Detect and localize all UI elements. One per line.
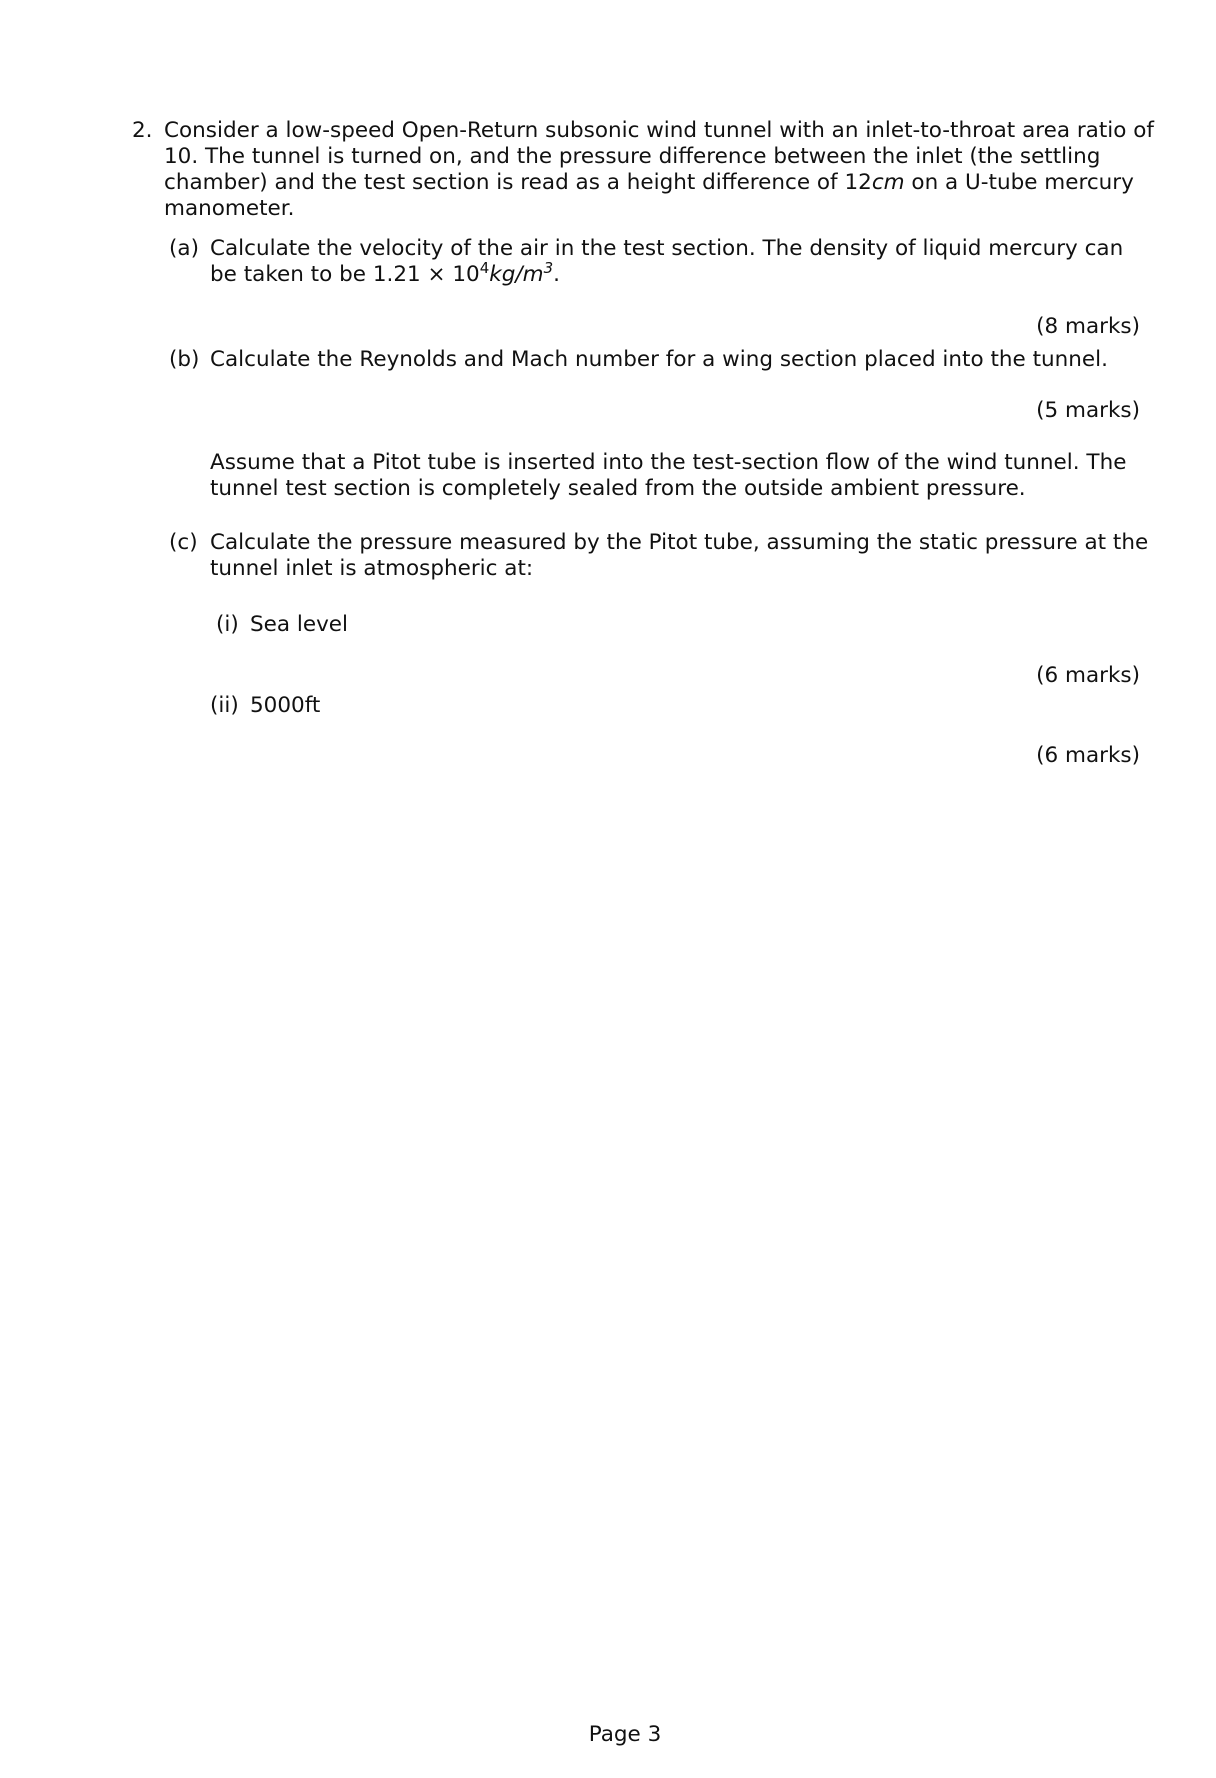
part-a-marks: (8 marks) bbox=[1036, 314, 1140, 339]
part-c-i-marks: (6 marks) bbox=[1036, 663, 1140, 688]
question-text-unit: cm bbox=[871, 170, 905, 195]
question-text-post: on a U-tube mercury manometer. bbox=[164, 170, 1134, 221]
assumption-text: Assume that a Pitot tube is inserted into the test-section flow of the wind tunnel. The tunnel test section is completely sealed from the outside ambient pressure. bbox=[210, 450, 1127, 501]
part-a-exponent: 4 bbox=[479, 259, 490, 277]
part-a-text bbox=[210, 236, 1155, 288]
part-a-text-pre: Calculate the velocity of the air in the test section. The density of liquid mercury can be taken to be 1.21 × 10 bbox=[210, 236, 1124, 287]
part-c-i-text: Sea level bbox=[250, 612, 349, 637]
question-text bbox=[164, 118, 1154, 222]
part-a-unit: kg/m bbox=[489, 262, 544, 287]
part-a-label: (a) bbox=[169, 236, 199, 261]
part-a-text-post: . bbox=[553, 262, 560, 287]
part-b-label: (b) bbox=[169, 347, 200, 372]
part-c-ii-text: 5000ft bbox=[250, 693, 321, 718]
part-c-ii-label: (ii) bbox=[210, 693, 239, 718]
part-b-text: Calculate the Reynolds and Mach number for a wing section placed into the tunnel. bbox=[210, 347, 1108, 372]
page-number: Page 3 bbox=[588, 1722, 662, 1747]
part-c-label: (c) bbox=[169, 530, 198, 555]
part-a-unit-exponent: 3 bbox=[543, 259, 554, 277]
question-text-pre: Consider a low-speed Open-Return subsonic wind tunnel with an inlet-to-throat area ratio of 10. The tunnel is turned on, and the pressure difference between the inlet (the settling chamber) and the test section is read as a height difference of 12 bbox=[164, 118, 1154, 195]
part-b-marks: (5 marks) bbox=[1036, 398, 1140, 423]
part-c-i-label: (i) bbox=[216, 612, 239, 637]
question-number: 2. bbox=[132, 118, 153, 143]
part-c-ii-marks: (6 marks) bbox=[1036, 743, 1140, 768]
part-c-text: Calculate the pressure measured by the Pitot tube, assuming the static pressure at the tunnel inlet is atmospheric at: bbox=[210, 530, 1149, 581]
